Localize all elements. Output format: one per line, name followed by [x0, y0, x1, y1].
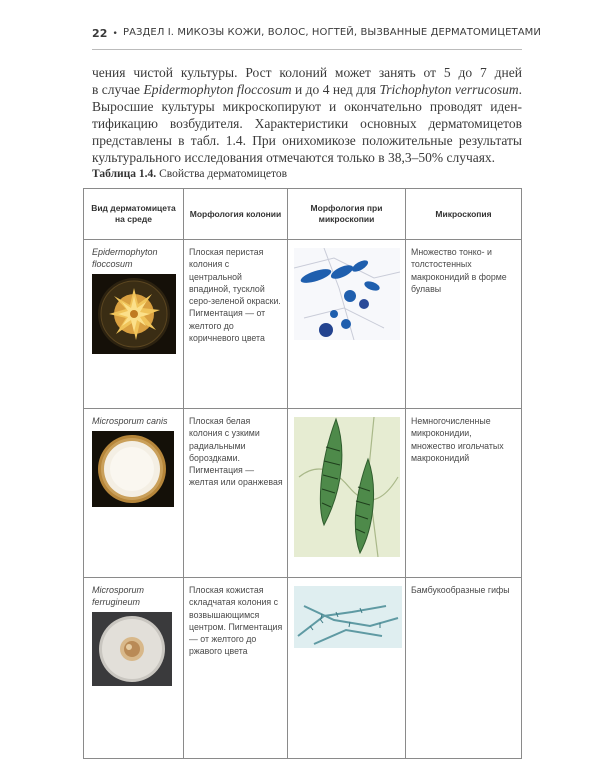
colony-morphology-cell: [184, 409, 288, 578]
species-cell: [84, 578, 184, 759]
microscopy-description: Множество тонко- и толстостенных макроконидий в форме булавы: [411, 247, 507, 294]
microscopy-cell: [406, 578, 522, 759]
microscopy-description: Бамбукообразные гифы: [411, 585, 510, 595]
table-caption-text: Свойства дерматомицетов: [156, 168, 288, 180]
microscopy-image-spindle-macroconidia: [294, 417, 400, 557]
colony-morphology-cell: [184, 240, 288, 409]
microscopy-image-bamboo-hyphae: [294, 586, 402, 648]
colony-photo: [92, 274, 176, 354]
paragraph-line: тификацию возбудителя. Характеристики основных дерматомицетов: [92, 116, 522, 131]
paragraph-line: Выросшие культуры микроскопируют и окончательно проводят иден-: [92, 99, 522, 114]
header-microscopy: Микроскопия: [406, 189, 522, 240]
species-name: Epidermophyton floccosum: [92, 247, 158, 269]
colony-photo: [92, 612, 172, 686]
species-name: Epidermophyton floccosum: [143, 82, 292, 97]
species-name: Microsporum ferrugineum: [92, 585, 145, 607]
table-caption-label: Таблица 1.4.: [92, 168, 157, 180]
paragraph-line: в случае Epidermophyton floccosum и до 4 нед для Trichophyton verrucosum.: [92, 82, 522, 97]
species-cell: [84, 240, 184, 409]
paragraph-line: культурального исследования отмечаются только в 38,3–50% случаях.: [92, 150, 496, 165]
table-caption: [92, 168, 287, 180]
dermatophyte-table: [83, 188, 522, 759]
header-species: Вид дерматомицета на среде: [84, 189, 184, 240]
paragraph-line: представлены в табл. 1.4. При онихомикозе положительные результаты: [92, 133, 522, 148]
microscopy-cell: [406, 409, 522, 578]
page-number: 22: [92, 27, 108, 40]
microscopy-description: Немногочисленные микроконидии, множество игольчатых макроконидий: [411, 416, 504, 463]
section-title: РАЗДЕЛ I. МИКОЗЫ КОЖИ, ВОЛОС, НОГТЕЙ, ВЫЗВАННЫЕ ДЕРМАТОМИЦЕТАМИ: [122, 27, 541, 38]
species-name: Microsporum canis: [92, 416, 168, 426]
micro-image-cell: [288, 578, 406, 759]
micro-image-cell: [288, 409, 406, 578]
colony-photo: [92, 431, 174, 507]
table-header-row: [84, 189, 522, 240]
table-row: [84, 409, 522, 578]
paragraph-line: чения чистой культуры. Рост колоний может занять от 5 до 7 дней: [92, 65, 522, 80]
colony-description: Плоская перистая колония с центральной впадиной, тусклой серо-зеленой окраски. Пигментация — от желтого до коричневого цвета: [189, 247, 281, 344]
table-row: [84, 578, 522, 759]
body-paragraph: [92, 64, 522, 166]
microscopy-image-macroconidia: [294, 248, 400, 340]
colony-description: Плоская кожистая складчатая колония с возвышающимся центром. Пигментация — от желтого до ржавого цвета: [189, 585, 283, 657]
species-name: Trichophyton verrucosum: [379, 82, 519, 97]
micro-image-cell: [288, 240, 406, 409]
species-cell: [84, 409, 184, 578]
colony-morphology-cell: [184, 578, 288, 759]
microscopy-cell: [406, 240, 522, 409]
colony-description: Плоская белая колония с узкими радиальными бороздками. Пигментация — желтая или оранжевая: [189, 416, 283, 488]
table-row: [84, 240, 522, 409]
header-colony-morphology: Морфология колонии: [184, 189, 288, 240]
running-header: [92, 27, 541, 50]
header-bullet: •: [112, 29, 118, 39]
header-micro-morphology: Морфология при микроскопии: [288, 189, 406, 240]
